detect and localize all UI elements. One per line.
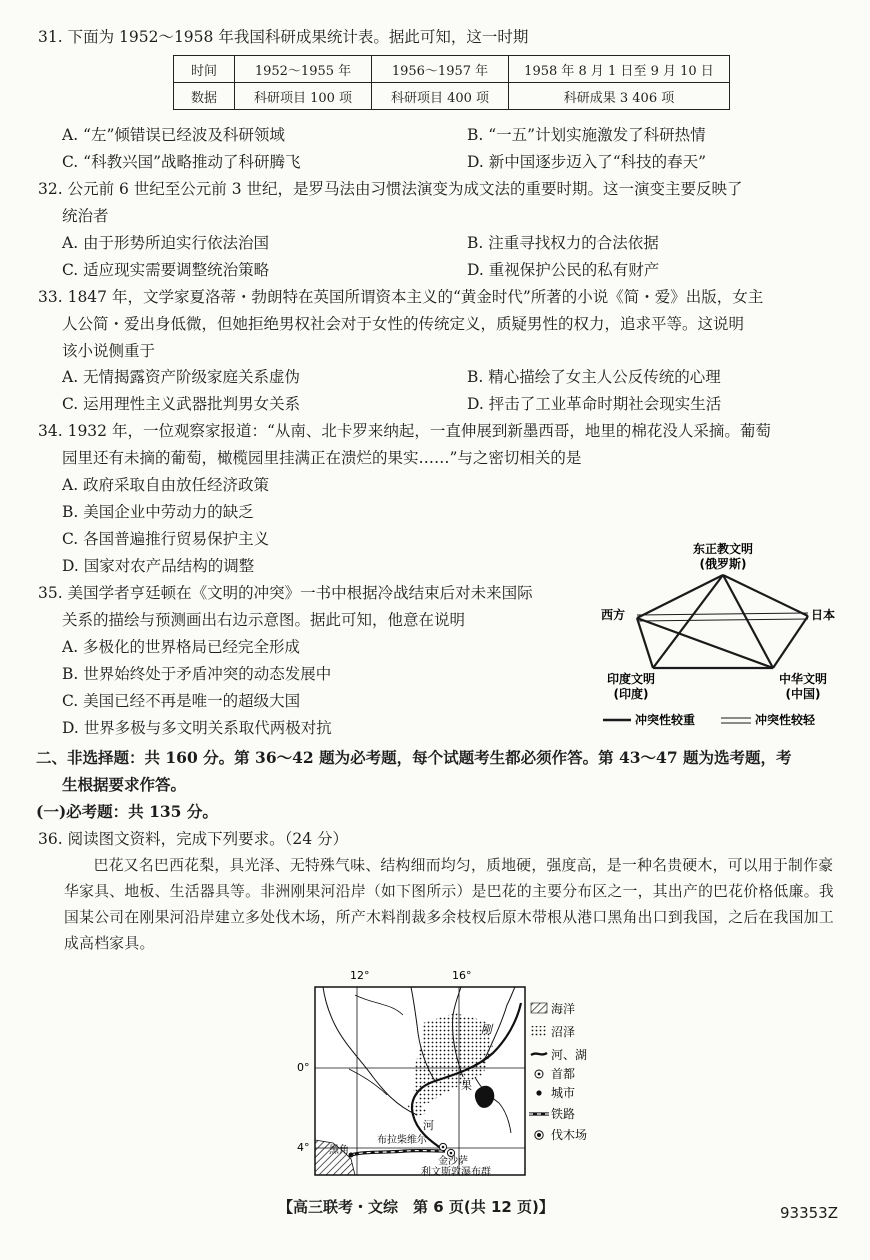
legend-capital-dot: [538, 1073, 541, 1076]
q35-stem-line2: 关系的描绘与预测画出右边示意图。据此可知，他意在说明: [62, 611, 466, 629]
legend-river-swatch: [531, 1053, 547, 1055]
legend-swamp-label: 沼泽: [551, 1025, 576, 1039]
q35-option-b[interactable]: B. 世界始终处于矛盾冲突的动态发展中: [62, 665, 332, 683]
q36-stem: 36. 阅读图文资料，完成下列要求。（24 分）: [38, 830, 348, 848]
q32-option-a[interactable]: A. 由于形势所迫实行依法治国: [62, 234, 270, 252]
q33-stem-line3: 该小说侧重于: [62, 342, 156, 360]
q31-stem: 31. 下面为 1952～1958 年我国科研成果统计表。据此可知，这一时期: [38, 28, 529, 46]
legend-logging-label: 伐木场: [551, 1128, 588, 1142]
q35-option-a[interactable]: A. 多极化的世界格局已经完全形成: [62, 638, 301, 656]
node-china: 中华文明: [778, 672, 828, 686]
q34-option-c[interactable]: C. 各国普遍推行贸易保护主义: [62, 530, 270, 548]
port-label: 黑角: [329, 1145, 349, 1156]
legend-river-label: 河、湖: [551, 1048, 588, 1062]
q31-option-c[interactable]: C. “科教兴国”战略推动了科研腾飞: [62, 153, 301, 171]
node-orthodox-sub: (俄罗斯): [699, 557, 747, 571]
city-label-kinshasa: 金沙萨: [438, 1156, 468, 1167]
edge-light: [637, 613, 808, 615]
q32-stem-line2: 统治者: [62, 207, 109, 225]
node-west: 西方: [601, 608, 626, 622]
q32-option-c[interactable]: C. 适应现实需要调整统治策略: [62, 261, 270, 279]
node-china-sub: (中国): [785, 687, 821, 701]
lat-4-label: 4°: [297, 1141, 310, 1154]
capital-dot: [450, 1152, 453, 1155]
city-label-brazzaville: 布拉柴维尔: [377, 1135, 427, 1146]
table-cell: 1956～1957 年: [372, 56, 509, 83]
port-marker: [349, 1153, 354, 1158]
legend-city-swatch: [536, 1090, 541, 1095]
section2-heading-line1: 二、非选择题：共 160 分。第 36～42 题为必考题，每个试题考生都必须作答。第 43～47 题为选考题，考: [36, 748, 792, 767]
legend-ocean-label: 海洋: [551, 1002, 576, 1016]
table-row: [174, 83, 730, 110]
edge-heavy: [723, 575, 808, 616]
falls-label: 利文斯敦瀑布群: [421, 1167, 491, 1178]
section2-heading-line2: 生根据要求作答。: [62, 775, 187, 794]
legend-light-label: 冲突性较轻: [755, 713, 816, 727]
q33-stem-line1: 33. 1847 年，文学家夏洛蒂・勃朗特在英国所谓资本主义的“黄金时代”所著的小说《简・爱》出版，女主: [38, 288, 764, 306]
lon-12-label: 12°: [350, 969, 370, 982]
paper-code: 93353Z: [780, 1204, 838, 1222]
table-cell: 科研成果 3 406 项: [509, 83, 730, 110]
node-india: 印度文明: [606, 672, 656, 686]
q35-stem-line1: 35. 美国学者亨廷顿在《文明的冲突》一书中根据冷战结束后对未来国际: [38, 584, 533, 602]
river-label-he: 河: [423, 1119, 434, 1132]
q34-stem-line2: 园里还有未摘的葡萄，橄榄园里挂满正在溃烂的果实……”与之密切相关的是: [62, 449, 582, 467]
page-footer: 【高三联考・文综 第 6 页(共 12 页)】: [278, 1198, 554, 1216]
edge-heavy: [637, 618, 653, 668]
edge-heavy: [773, 616, 808, 668]
q33-option-c[interactable]: C. 运用理性主义武器批判男女关系: [62, 395, 301, 413]
q32-option-d[interactable]: D. 重视保护公民的私有财产: [467, 261, 660, 279]
q34-option-b[interactable]: B. 美国企业中劳动力的缺乏: [62, 503, 254, 521]
legend-ocean-swatch: [531, 1003, 547, 1013]
legend-city-label: 城市: [551, 1086, 576, 1100]
table-cell: 科研项目 100 项: [235, 83, 372, 110]
river-label-gang: 刚: [481, 1023, 492, 1036]
civilization-conflict-diagram: [595, 540, 845, 735]
q33-option-b[interactable]: B. 精心描绘了女主人公反传统的心理: [467, 368, 721, 386]
edge-heavy: [653, 575, 723, 668]
table-cell: 1952～1955 年: [235, 56, 372, 83]
congo-river-map: [295, 965, 625, 1185]
legend-railway-label: 铁路: [551, 1107, 576, 1121]
river-label-guo: 果: [461, 1079, 472, 1092]
edge-light: [637, 619, 808, 621]
q31-option-a[interactable]: A. “左”倾错误已经波及科研领域: [62, 126, 285, 144]
lon-16-label: 16°: [452, 969, 472, 982]
q33-option-d[interactable]: D. 抨击了工业革命时期社会现实生活: [467, 395, 722, 413]
table-cell: 数据: [174, 83, 235, 110]
edge-heavy: [723, 575, 773, 668]
table-cell: 1958 年 8 月 1 日至 9 月 10 日: [509, 56, 730, 83]
q33-stem-line2: 人公简・爱出身低微，但她拒绝男权社会对于女性的传统定义，质疑男性的权力，追求平等。这说明: [62, 315, 745, 333]
q34-stem-line1: 34. 1932 年，一位观察家报道：“从南、北卡罗来纳起，一直伸展到新墨西哥，地里的棉花没人采摘。葡萄: [38, 422, 771, 440]
table-row: [174, 56, 730, 83]
q31-table: [173, 55, 730, 110]
q32-option-b[interactable]: B. 注重寻找权力的合法依据: [467, 234, 659, 252]
edge-heavy: [637, 575, 723, 618]
q34-option-d[interactable]: D. 国家对农产品结构的调整: [62, 557, 255, 575]
node-india-sub: (印度): [613, 687, 649, 701]
q36-paragraph: 巴花又名巴西花梨，具光泽、无特殊气味、结构细而均匀，质地硬，强度高，是一种名贵硬木，可以用于制作豪华家具、地板、生活器具等。非洲刚果河沿岸（如下图所示）是巴花的主要分布区之一，其出产的巴花价格低廉。我国某公司在刚果河沿岸建立多处伐木场，所产木料削裁多余枝杈后原木带根从港口黑角出口到我国，之后在我国加工成高档家具。: [64, 857, 834, 952]
capital-dot: [442, 1146, 445, 1149]
legend-logging-dot: [537, 1133, 541, 1137]
table-cell: 科研项目 400 项: [372, 83, 509, 110]
q32-stem-line1: 32. 公元前 6 世纪至公元前 3 世纪，是罗马法由习惯法演变为成文法的重要时期。这一演变主要反映了: [38, 180, 743, 198]
q35-option-c[interactable]: C. 美国已经不再是唯一的超级大国: [62, 692, 301, 710]
node-japan: 日本: [811, 608, 836, 622]
section2-subheading: (一)必考题：共 135 分。: [36, 802, 218, 821]
legend-heavy-label: 冲突性较重: [635, 713, 696, 727]
node-orthodox: 东正教文明: [692, 542, 754, 556]
q31-option-b[interactable]: B. “一五”计划实施激发了科研热情: [467, 126, 706, 144]
table-cell: 时间: [174, 56, 235, 83]
legend-capital-label: 首都: [551, 1067, 576, 1081]
legend-swamp-swatch: [531, 1026, 547, 1036]
q33-option-a[interactable]: A. 无情揭露资产阶级家庭关系虚伪: [62, 368, 301, 386]
q34-option-a[interactable]: A. 政府采取自由放任经济政策: [62, 476, 270, 494]
q35-option-d[interactable]: D. 世界多极与多文明关系取代两极对抗: [62, 719, 332, 737]
lat-0-label: 0°: [297, 1061, 310, 1074]
q31-option-d[interactable]: D. 新中国逐步迈入了“科技的春天”: [467, 153, 707, 171]
